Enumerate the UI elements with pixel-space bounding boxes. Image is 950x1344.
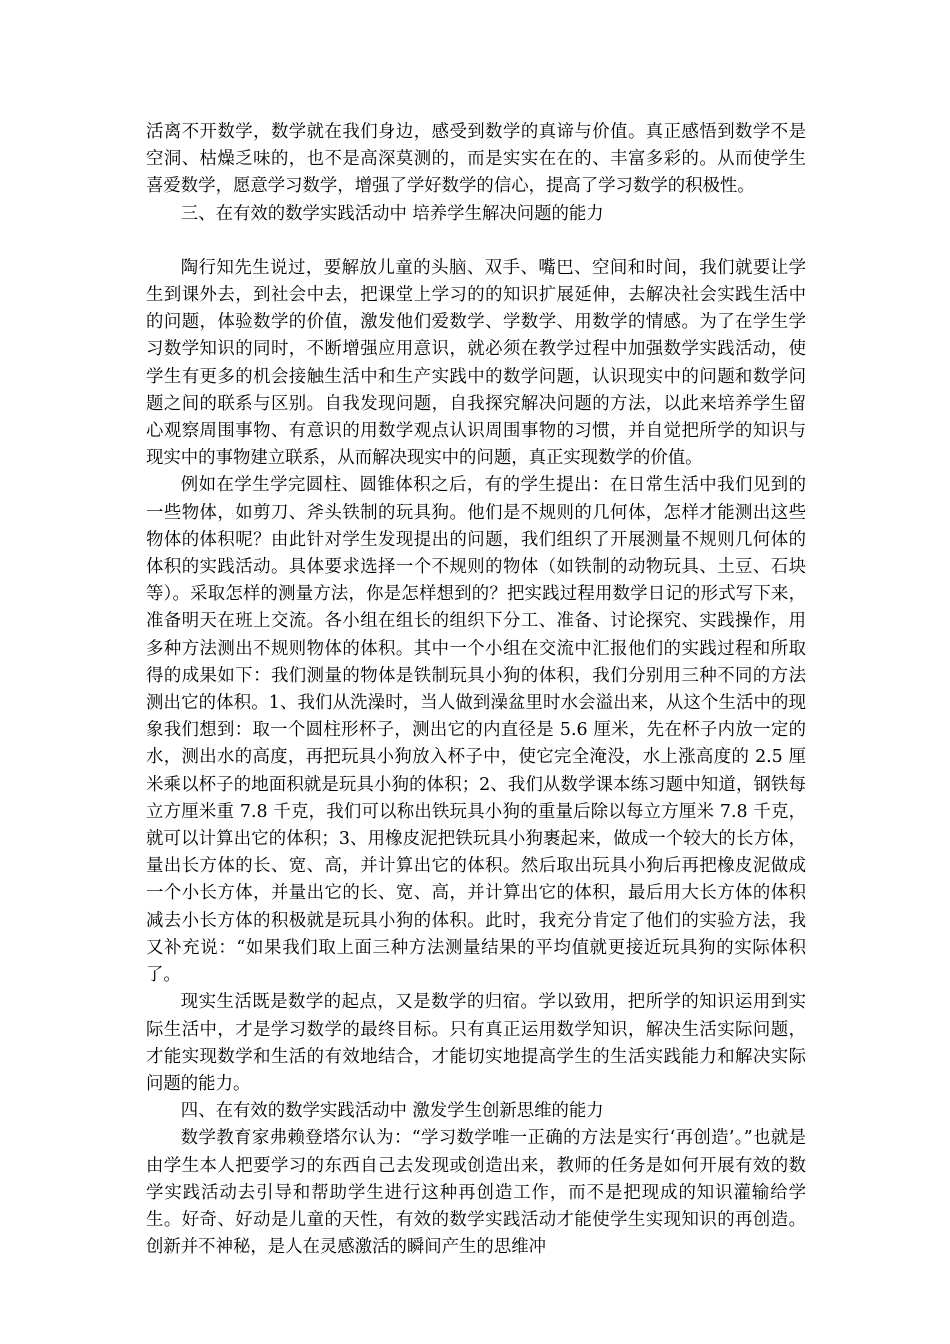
paragraph-example-volume: 例如在学生学完圆柱、圆锥体积之后，有的学生提出：在日常生活中我们见到的一些物体，如剪刀、斧头铁制的玩具狗。他们是不规则的几何体，怎样才能测出这些物体的体积呢？由此针对学生发现提出的问题，我们组织了开展测量不规则几何体的体积的实践活动。具体要求选择一个不规则的物体（如铁制的动物玩具、土豆、石块等）。采取怎样的测量方法，你是怎样想到的？把实践过程用数学日记的形式写下来，准备明天在班上交流。各小组在组长的组织下分工、准备、讨论探究、实践操作，用多种方法测出不规则物体的体积。其中一个小组在交流中汇报他们的实践过程和所取得的成果如下：我们测量的物体是铁制玩具小狗的体积，我们分别用三种不同的方法测出它的体积。1、我们从洗澡时，当人做到澡盆里时水会溢出来，从这个生活中的现象我们想到：取一个圆柱形杯子，测出它的内直径是 5.6 厘米，先在杯子内放一定的水，测出水的高度，再把玩具小狗放入杯子中，使它完全淹没，水上涨高度的 2.5 厘米乘以杯子的地面积就是玩具小狗的体积；2、我们从数学课本练习题中知道，钢铁每立方厘米重 7.8 千克，我们可以称出铁玩具小狗的重量后除以每立方厘米 7.8 千克，就可以计算出它的体积；3、用橡皮泥把铁玩具小狗裹起来，做成一个较大的长方体，量出长方体的长、宽、高，并计算出它的体积。然后取出玩具小狗后再把橡皮泥做成一个小长方体，并量出它的长、宽、高，并计算出它的体积，最后用大长方体的体积减去小长方体的积极就是玩具小狗的体积。此时，我充分肯定了他们的实验方法，我又补充说：“如果我们取上面三种方法测量结果的平均值就更接近玩具狗的实际体积了。	[146, 475, 806, 986]
paragraph-continuation: 活离不开数学，数学就在我们身边，感受到数学的真谛与价值。真正感悟到数学不是空洞、枯燥乏味的，也不是高深莫测的，而是实实在在的、丰富多彩的。从而使学生喜爱数学，愿意学习数学，增强了学好数学的信心，提高了学习数学的积极性。	[146, 122, 806, 197]
document-body	[146, 119, 806, 1261]
section-heading-3: 三、在有效的数学实践活动中 培养学生解决问题的能力	[180, 203, 604, 224]
paragraph-real-life: 现实生活既是数学的起点，又是数学的归宿。学以致用，把所学的知识运用到实际生活中，才是学习数学的最终目标。只有真正运用数学知识，解决生活实际问题，才能实现数学和生活的有效地结合，才能切实地提高学生的生活实践能力和解决实际问题的能力。	[146, 992, 806, 1094]
section-heading-4: 四、在有效的数学实践活动中 激发学生创新思维的能力	[180, 1101, 604, 1122]
paragraph-tao-xingzhi: 陶行知先生说过，要解放儿童的头脑、双手、嘴巴、空间和时间，我们就要让学生到课外去，到社会中去，把课堂上学习的的知识扩展延伸，去解决社会实践生活中的问题，体验数学的价值，激发他们爱数学、学数学、用数学的情感。为了在学生学习数学知识的同时，不断增强应用意识，就必须在教学过程中加强数学实践活动，使学生有更多的机会接触生活中和生产实践中的数学问题，认识现实中的问题和数学问题之间的联系与区别。自我发现问题，自我探究解决问题的方法，以此来培养学生留心观察周围事物、有意识的用数学观点认识周围事物的习惯，并自觉把所学的知识与现实中的事物建立联系，从而解决现实中的问题，真正实现数学的价值。	[146, 257, 806, 469]
paragraph-freudenthal: 数学教育家弗赖登塔尔认为：“学习数学唯一正确的方法是实行‘再创造’。”也就是由学生本人把要学习的东西自己去发现或创造出来，教师的任务是如何开展有效的数学实践活动去引导和帮助学生进行这种再创造工作，而不是把现成的知识灌输给学生。好奇、好动是儿童的天性，有效的数学实践活动才能使学生实现知识的再创造。创新并不神秘，是人在灵感激活的瞬间产生的思维冲	[146, 1128, 806, 1258]
blank-line	[146, 228, 806, 255]
